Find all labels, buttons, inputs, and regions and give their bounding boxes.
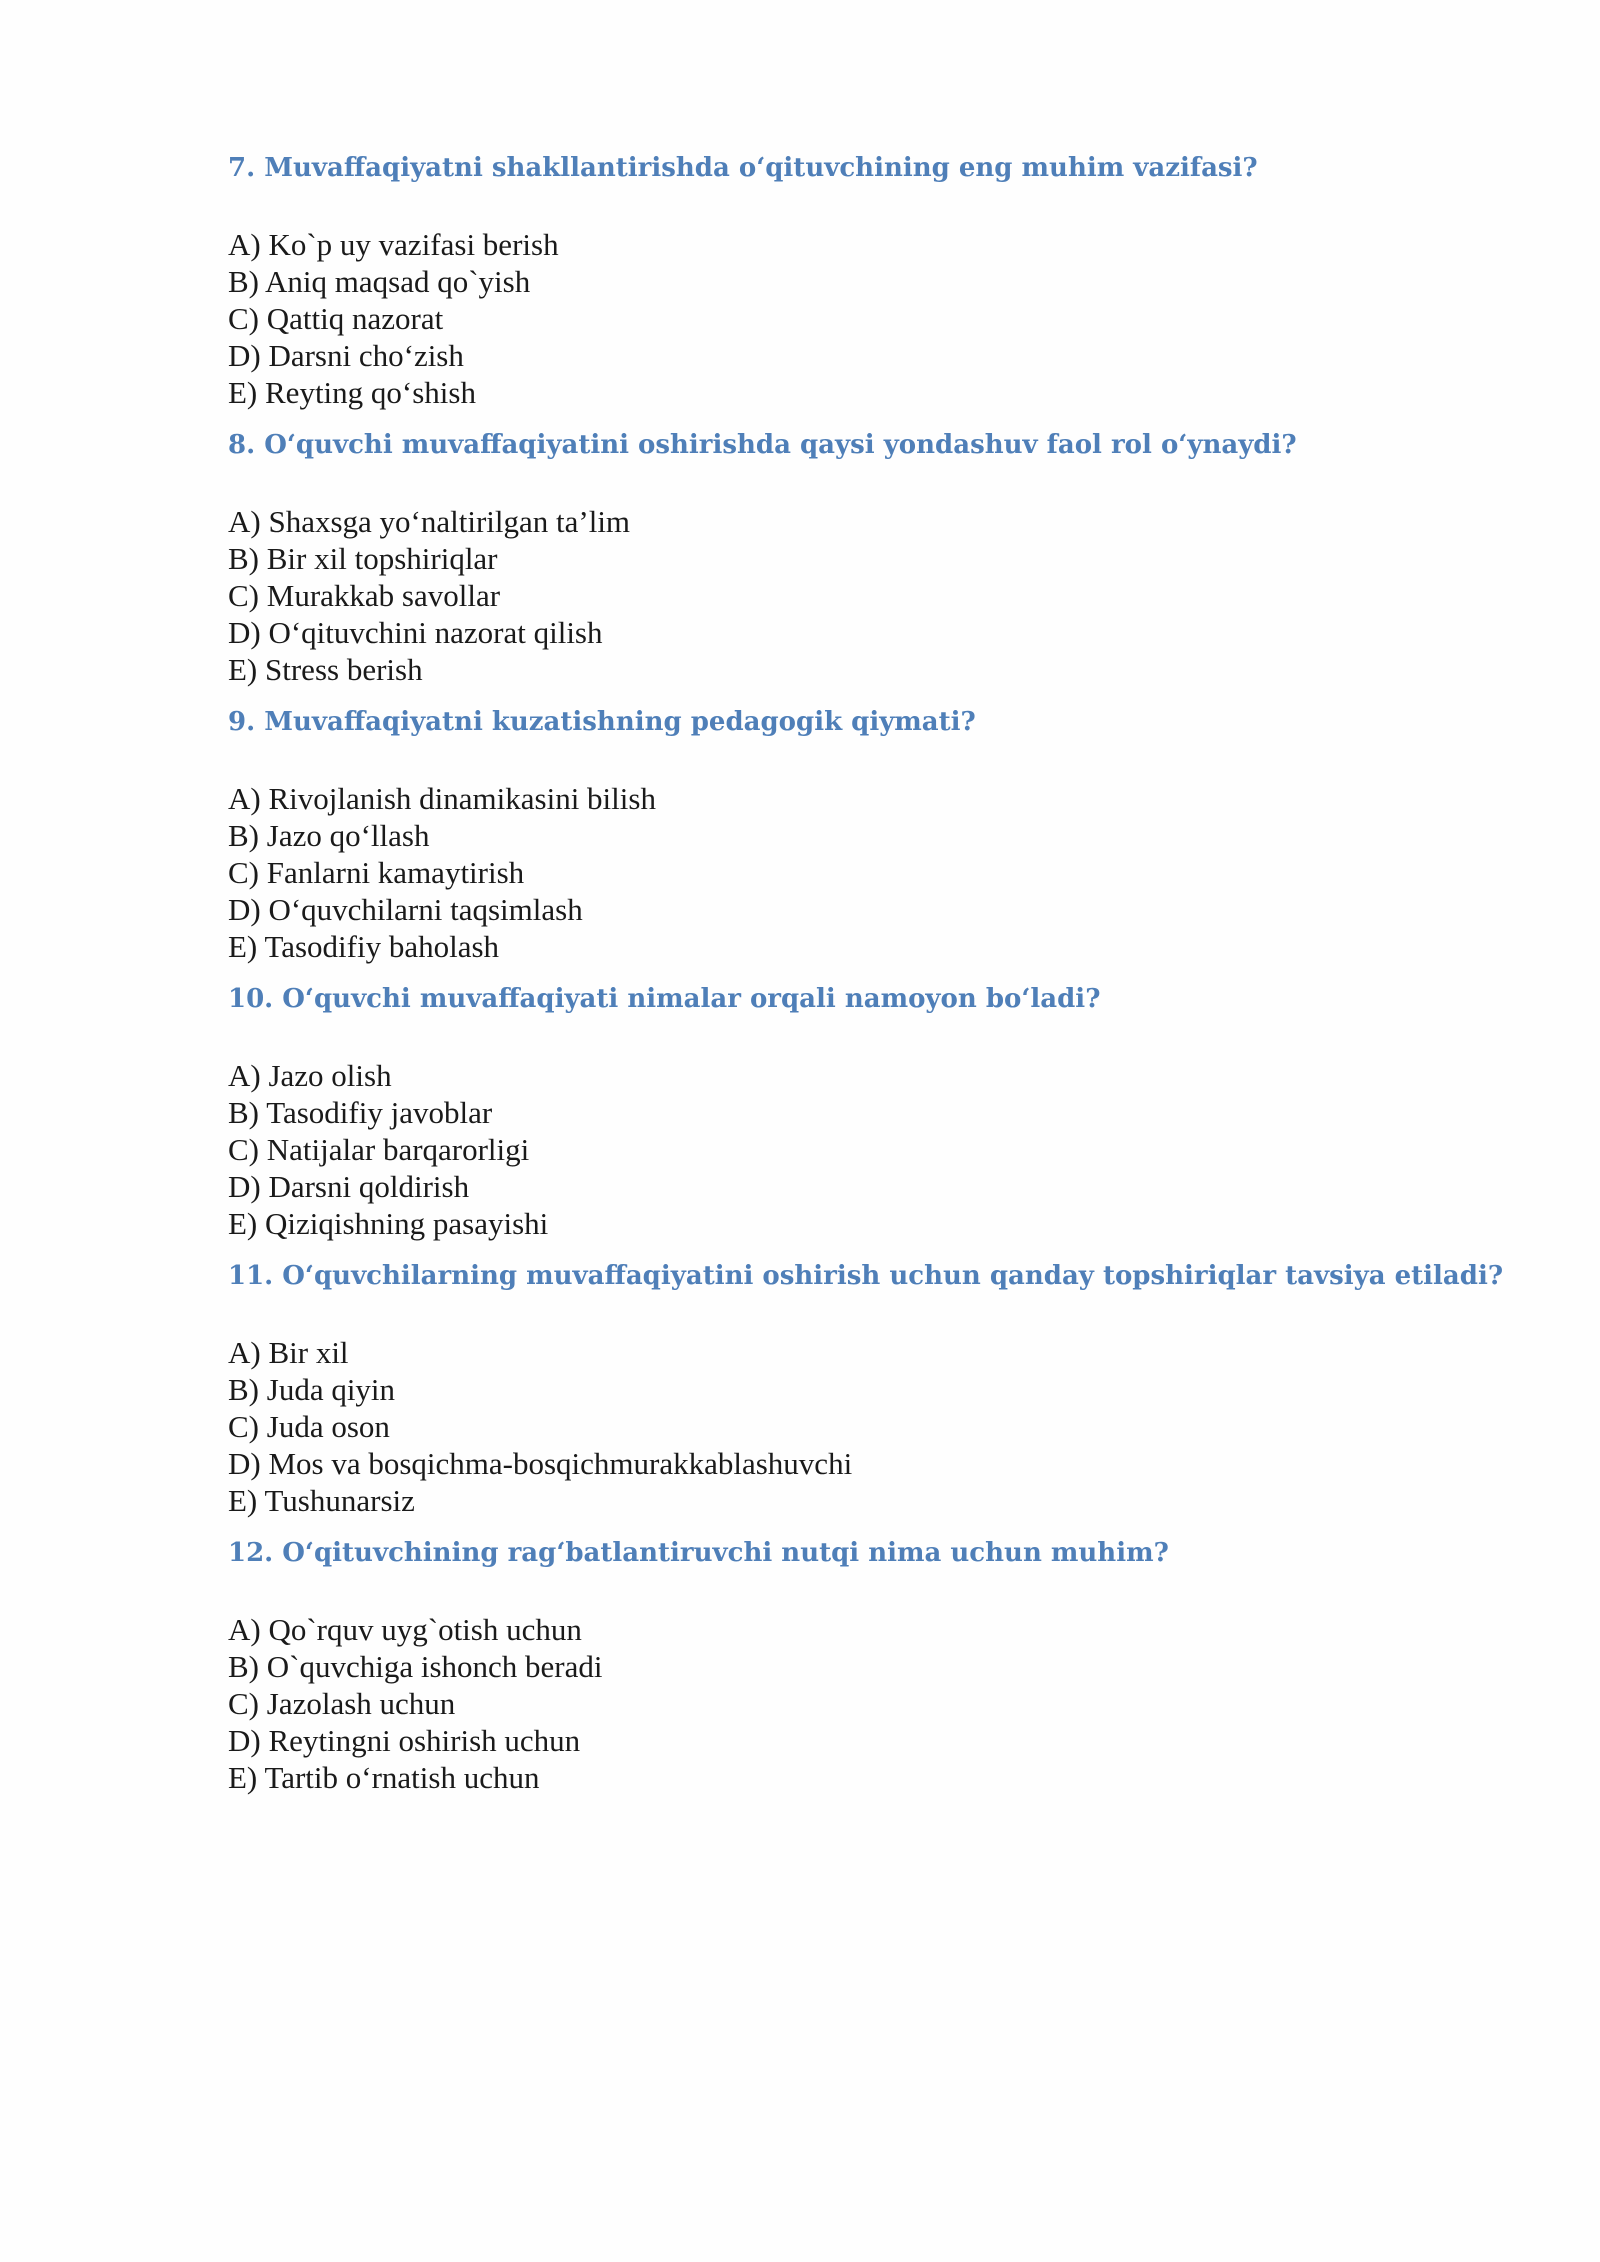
- answer-option: E) Qiziqishning pasayishi: [228, 1206, 549, 1241]
- answer-option: E) Tartib o‘rnatish uchun: [228, 1760, 540, 1795]
- answer-option: E) Reyting qo‘shish: [228, 375, 476, 410]
- answer-options: [228, 503, 1428, 688]
- answer-option: A) Qo`rquv uyg`otish uchun: [228, 1612, 582, 1647]
- answer-option: A) Rivojlanish dinamikasini bilish: [228, 781, 656, 816]
- question-block: [228, 150, 1428, 411]
- answer-option: C) Qattiq nazorat: [228, 301, 444, 336]
- question-title: 7. Muvaffaqiyatni shakllantirishda o‘qituvchining eng muhim vazifasi?: [228, 153, 1258, 183]
- answer-option: C) Juda oson: [228, 1409, 390, 1444]
- answer-option: A) Shaxsga yo‘naltirilgan ta’lim: [228, 504, 631, 539]
- answer-option: D) Reytingni oshirish uchun: [228, 1723, 581, 1758]
- answer-option: A) Jazo olish: [228, 1058, 392, 1093]
- answer-option: A) Bir xil: [228, 1335, 349, 1370]
- answer-option: B) O`quvchiga ishonch beradi: [228, 1649, 603, 1684]
- question-title: 10. O‘quvchi muvaffaqiyati nimalar orqali namoyon bo‘ladi?: [228, 984, 1101, 1014]
- question-block: [228, 1535, 1428, 1796]
- answer-option: C) Fanlarni kamaytirish: [228, 855, 525, 890]
- question-title: 9. Muvaffaqiyatni kuzatishning pedagogik qiymati?: [228, 707, 976, 737]
- answer-options: [228, 780, 1428, 965]
- question-block: [228, 704, 1428, 965]
- answer-option: B) Bir xil topshiriqlar: [228, 541, 498, 576]
- answer-options: [228, 1611, 1428, 1796]
- answer-option: D) Darsni qoldirish: [228, 1169, 470, 1204]
- answer-options: [228, 1057, 1428, 1242]
- question-block: [228, 981, 1428, 1242]
- question-block: [228, 1258, 1504, 1519]
- answer-option: E) Tushunarsiz: [228, 1483, 415, 1518]
- answer-option: A) Ko`p uy vazifasi berish: [228, 227, 559, 262]
- answer-option: E) Stress berish: [228, 652, 423, 687]
- answer-option: C) Natijalar barqarorligi: [228, 1132, 530, 1167]
- question-block: [228, 427, 1428, 688]
- answer-option: D) O‘qituvchini nazorat qilish: [228, 615, 603, 650]
- answer-option: D) Darsni cho‘zish: [228, 338, 464, 373]
- answer-option: B) Aniq maqsad qo`yish: [228, 264, 531, 299]
- answer-option: C) Murakkab savollar: [228, 578, 501, 613]
- question-title: 11. O‘quvchilarning muvaffaqiyatini oshirish uchun qanday topshiriqlar tavsiya etiladi?: [228, 1261, 1504, 1291]
- answer-options: [228, 1334, 1428, 1519]
- question-list: [228, 150, 1504, 1812]
- answer-option: B) Tasodifiy javoblar: [228, 1095, 493, 1130]
- answer-options: [228, 226, 1428, 411]
- answer-option: B) Jazo qo‘llash: [228, 818, 430, 853]
- answer-option: B) Juda qiyin: [228, 1372, 396, 1407]
- question-title: 12. O‘qituvchining rag‘batlantiruvchi nutqi nima uchun muhim?: [228, 1538, 1169, 1568]
- answer-option: E) Tasodifiy baholash: [228, 929, 500, 964]
- answer-option: D) O‘quvchilarni taqsimlash: [228, 892, 583, 927]
- answer-option: D) Mos va bosqichma-bosqichmurakkablashuvchi: [228, 1446, 853, 1481]
- answer-option: C) Jazolash uchun: [228, 1686, 456, 1721]
- question-title: 8. O‘quvchi muvaffaqiyatini oshirishda qaysi yondashuv faol rol o‘ynaydi?: [228, 430, 1297, 460]
